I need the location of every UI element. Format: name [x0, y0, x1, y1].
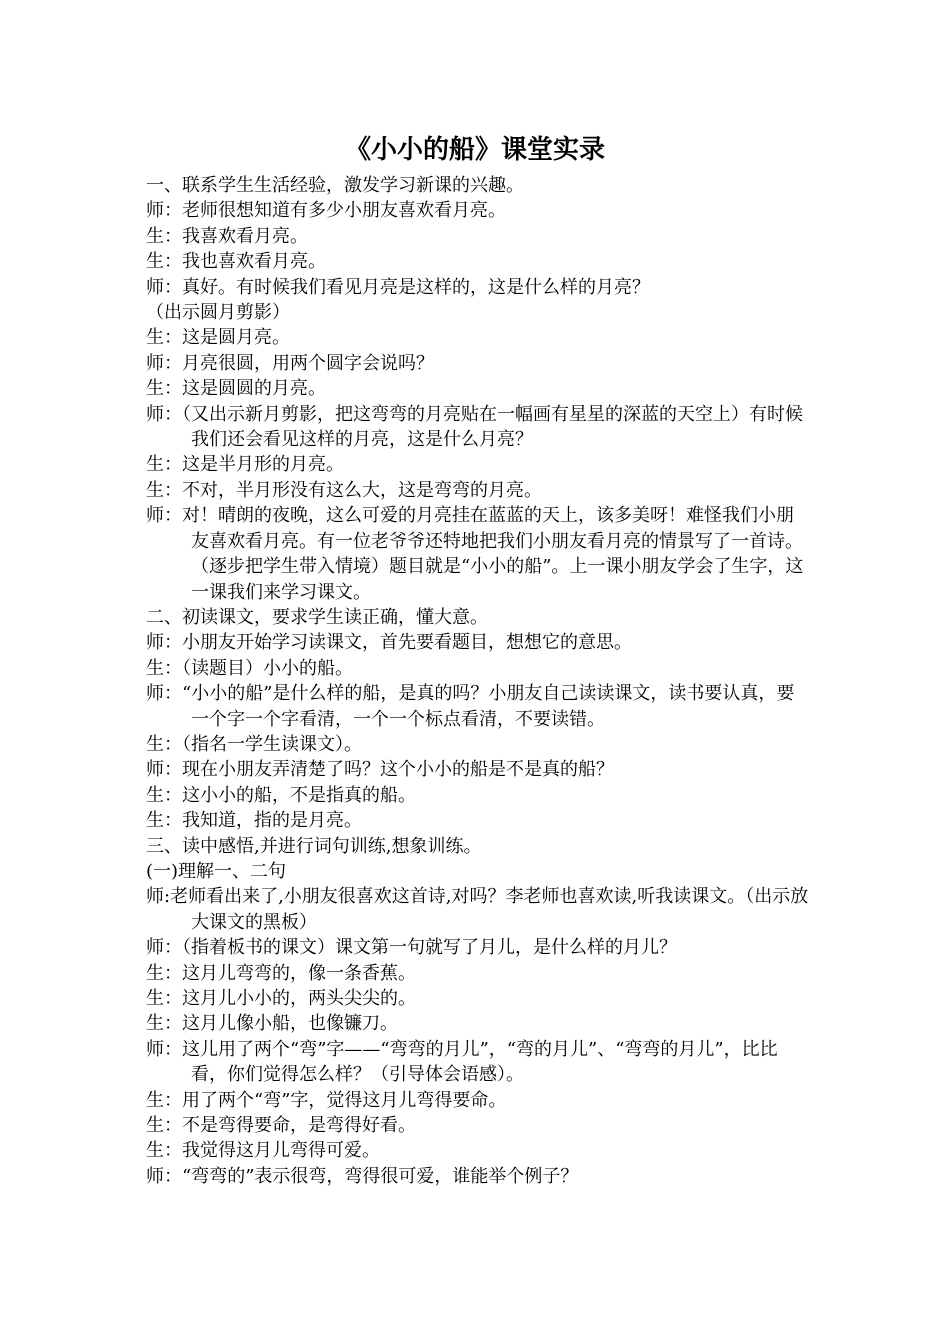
text-line: 师：小朋友开始学习读课文，首先要看题目，想想它的意思。 [146, 632, 632, 654]
text-line: 生：这是圆圆的月亮。 [146, 378, 326, 400]
text-line: 生：我也喜欢看月亮。 [146, 251, 326, 273]
text-line: 生：用了两个“弯”字，觉得这月儿弯得要命。 [146, 1089, 507, 1111]
text-line: 生：（读题目）小小的船。 [146, 657, 353, 679]
text-line: 师：对！晴朗的夜晚，这么可爱的月亮挂在蓝蓝的天上，该多美呀！难怪我们小朋友喜欢看月亮。有一位老爷爷还特地把我们小朋友看月亮的情景写了一首诗。（逐步把学生带入情境）题目就是“小小的船”。上一课小朋友学会了生字，这一课我们来学习课文。 [146, 505, 804, 603]
text-line: （出示圆月剪影） [146, 302, 290, 324]
text-line: 生：这小小的船，不是指真的船。 [146, 784, 416, 806]
text-line: 生：这月儿小小的，两头尖尖的。 [146, 988, 416, 1009]
text-line: 师：这儿用了两个“弯”字——“弯弯的月儿”，“弯的月儿”、“弯弯的月儿”，比比看，你们觉得怎么样？（引导体会语感）。 [146, 1038, 778, 1086]
text-line: 生：这月儿像小船，也像镰刀。 [146, 1013, 398, 1035]
text-line: 生：我觉得这月儿弯得可爱。 [146, 1140, 380, 1162]
text-line: 师：老师很想知道有多少小朋友喜欢看月亮。 [146, 200, 506, 222]
text-line: 师：“小小的船”是什么样的船，是真的吗？小朋友自己读读课文，读书要认真，要一个字一个字看清，一个一个标点看清，不要读错。 [146, 683, 795, 730]
text-line: 生：这月儿弯弯的，像一条香蕉。 [146, 962, 416, 984]
document-title: 《小小的船》课堂实录 [344, 135, 605, 165]
text-line: 师：月亮很圆，用两个圆字会说吗？ [146, 352, 434, 374]
text-line: 师：真好。有时候我们看见月亮是这样的，这是什么样的月亮？ [146, 276, 650, 298]
text-line: 生：我喜欢看月亮。 [146, 225, 308, 247]
text-line: 师:老师看出来了,小朋友很喜欢这首诗,对吗？李老师也喜欢读,听我读课文。（出示放大课文的黑板） [146, 886, 809, 933]
text-line: 师：（又出示新月剪影，把这弯弯的月亮贴在一幅画有星星的深蓝的天空上）有时候我们还会看见这样的月亮，这是什么月亮？ [146, 403, 803, 451]
text-line: 二、初读课文，要求学生读正确，懂大意。 [146, 606, 488, 628]
text-line: 生：不是弯得要命，是弯得好看。 [146, 1115, 416, 1137]
text-line: 生：不对，半月形没有这么大，这是弯弯的月亮。 [146, 479, 542, 501]
text-line: 生：这是圆月亮。 [146, 327, 290, 349]
text-line: 生：这是半月形的月亮。 [146, 454, 344, 476]
text-line: 师：（指着板书的课文）课文第一句就写了月儿，是什么样的月儿？ [146, 937, 677, 959]
text-line: (一)理解一、二句 [146, 860, 287, 882]
text-line: 生：我知道，指的是月亮。 [146, 810, 362, 832]
text-line: 师：“弯弯的”表示很弯，弯得很可爱，谁能举个例子？ [146, 1165, 579, 1187]
text-line: 师：现在小朋友弄清楚了吗？这个小小的船是不是真的船？ [146, 759, 614, 781]
text-line: 生：（指名一学生读课文）。 [146, 733, 362, 755]
text-line: 三、读中感悟,并进行词句训练,想象训练。 [146, 835, 482, 857]
text-line: 一、联系学生生活经验，激发学习新课的兴趣。 [146, 175, 524, 196]
document-body [146, 173, 810, 1189]
